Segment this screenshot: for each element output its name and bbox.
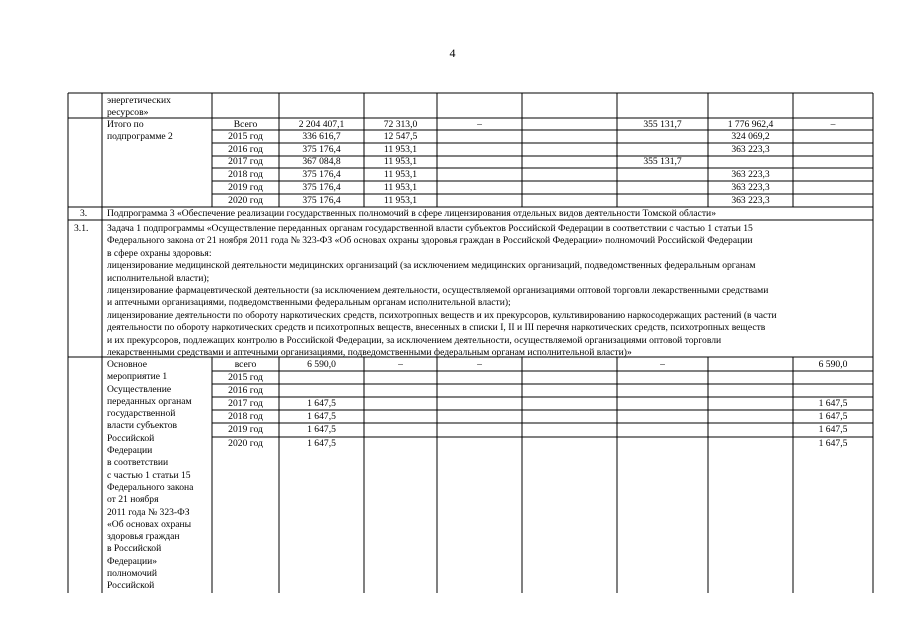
task-line: лицензирование деятельности по обороту наркотических средств, психотропных веществ и их прекурсоров, культивированию наркосодержащих растений (в части — [107, 309, 777, 321]
table-cell: 6 590,0 — [307, 359, 336, 370]
year-label: 2015 год — [228, 131, 263, 142]
table-cell: 11 953,1 — [383, 169, 418, 180]
table-cell: 1 776 962,4 — [727, 119, 774, 130]
year-label: 2017 год — [228, 156, 263, 167]
task-number: 3.1. — [74, 223, 89, 234]
table-cell: – — [398, 359, 403, 370]
table-cell: 375 176,4 — [302, 182, 341, 193]
table-cell: 363 223,3 — [731, 195, 770, 206]
table-cell: 1 647,5 — [307, 411, 336, 422]
table-cell: 11 953,1 — [383, 144, 418, 155]
measure-name-line: Основное — [107, 359, 147, 370]
measure-name-line: государственной — [107, 408, 176, 420]
measure-name-line: «Об основах охраны — [107, 518, 192, 530]
table-cell: 11 953,1 — [383, 156, 418, 167]
total-label: всего — [234, 359, 257, 370]
table-cell: 12 547,5 — [383, 131, 418, 142]
measure-name-line: мероприятие 1 — [107, 371, 168, 383]
task-line: деятельности по обороту наркотических средств и психотропных веществ, внесенных в списки I, II и III перечня наркотических средств, психотропных веществ — [107, 322, 766, 334]
table-cell: 355 131,7 — [643, 156, 682, 167]
year-label: 2015 год — [228, 372, 263, 383]
sub2-name-line: подпрограмме 2 — [107, 131, 173, 143]
measure-name-line: 2011 года № 323-ФЗ — [107, 506, 190, 518]
measure-name-line: переданных органам — [107, 395, 192, 407]
year-label: 2016 год — [228, 385, 263, 396]
sub2-name-line: Итого по — [107, 119, 144, 130]
sub2-name — [107, 119, 212, 144]
table-cell: 363 223,3 — [731, 144, 770, 155]
cont-name-line: ресурсов» — [107, 107, 149, 119]
measure-name-line: полномочий — [107, 568, 158, 580]
measure-name-line: в Российской — [107, 543, 162, 555]
task-line: Федерального закона от 21 ноября 2011 года № 323-ФЗ «Об основах охраны здоровья граждан в Российской Федерации» полномочий Российской Федерации — [107, 235, 753, 247]
year-label: 2020 год — [228, 195, 263, 206]
table-cell: 72 313,0 — [383, 119, 418, 130]
measure-name-line: от 21 ноября — [107, 494, 159, 506]
year-label: 2018 год — [228, 411, 263, 422]
year-label: 2019 год — [228, 182, 263, 193]
table-cell: 1 647,5 — [307, 438, 336, 449]
table-cell: – — [830, 119, 836, 130]
table-cell: 1 647,5 — [818, 424, 848, 435]
measure-name-line: Российской — [107, 580, 155, 592]
task-line: лицензирование медицинской деятельности медицинских организаций (за исключением медицинских организаций, подведомственных федеральным органам — [107, 260, 756, 272]
task-line: лицензирование фармацевтической деятельности (за исключением деятельности, осуществляемой организациями оптовой торговли лекарственными средствами — [107, 285, 769, 297]
measure-name-line: Российской — [107, 432, 155, 444]
table-cell: – — [660, 359, 665, 370]
cont-row-name — [107, 95, 212, 120]
year-label: 2017 год — [228, 398, 263, 409]
table-cell: 1 647,5 — [818, 398, 848, 409]
sub3-number: 3. — [80, 208, 88, 219]
task-line: исполнительной власти); — [107, 272, 210, 284]
table-cell: 375 176,4 — [302, 195, 341, 206]
measure-name-line: здоровья граждан — [107, 531, 180, 543]
measure-name-line: с частью 1 статьи 15 — [107, 469, 191, 481]
table-cell: 367 084,8 — [302, 156, 341, 167]
table-cell: 1 647,5 — [818, 411, 848, 422]
cont-name-line: энергетических — [107, 95, 171, 106]
table-cell: 2 204 407,1 — [298, 119, 345, 130]
measure-name — [107, 359, 212, 593]
task-line: и аптечными организациями, подведомственными федеральным органам исполнительной власти); — [107, 297, 511, 309]
table-cell: 336 616,7 — [302, 131, 341, 142]
table-cell: 355 131,7 — [643, 119, 682, 130]
sub3-title: Подпрограмма 3 «Обеспечение реализации государственных полномочий в сфере лицензирования отдельных видов деятельности Томской области» — [107, 208, 716, 219]
measure-name-line: Федерального закона — [107, 481, 194, 493]
table-cell: 363 223,3 — [731, 169, 770, 180]
year-label: 2020 год — [228, 438, 263, 449]
table-cell: 1 647,5 — [818, 438, 848, 449]
measure-name-line: Федерации — [107, 445, 153, 457]
total-label: Всего — [233, 119, 258, 130]
table-cell: 6 590,0 — [818, 359, 848, 370]
table-cell: 1 647,5 — [307, 424, 336, 435]
year-label: 2019 год — [228, 424, 263, 435]
measure-name-line: Осуществление — [107, 383, 172, 395]
table-cell: 375 176,4 — [302, 144, 341, 155]
table-cell: 11 953,1 — [383, 182, 418, 193]
year-label: 2016 год — [228, 144, 263, 155]
task-line: Задача 1 подпрограммы «Осуществление переданных органам государственной власти субъектов Российской Федерации в соответствии с частью 1 статьи 15 — [107, 223, 753, 234]
task-description — [107, 223, 867, 359]
page-number: 4 — [449, 46, 456, 60]
table-cell: 1 647,5 — [307, 398, 336, 409]
table-cell: 375 176,4 — [302, 169, 341, 180]
table-cell: 363 223,3 — [731, 182, 770, 193]
table-cell: – — [477, 359, 482, 370]
measure-name-line: Федерации» — [107, 555, 158, 567]
table-cell: – — [477, 119, 482, 130]
task-line: в сфере охраны здоровья: — [107, 247, 212, 259]
year-label: 2018 год — [228, 169, 263, 180]
table-cell: 11 953,1 — [383, 195, 418, 206]
task-line: и их прекурсоров, подлежащих контролю в Российской Федерации, за исключением деятельности, осуществляемой организациями оптовой торговли — [107, 334, 722, 346]
measure-name-line: власти субъектов — [107, 420, 178, 432]
measure-name-line: в соответствии — [107, 457, 169, 469]
table-cell: 324 069,2 — [731, 131, 770, 142]
task-line: лекарственными средствами и аптечными организациями, подведомственными федеральным органам исполнительной власти)» — [107, 347, 632, 359]
